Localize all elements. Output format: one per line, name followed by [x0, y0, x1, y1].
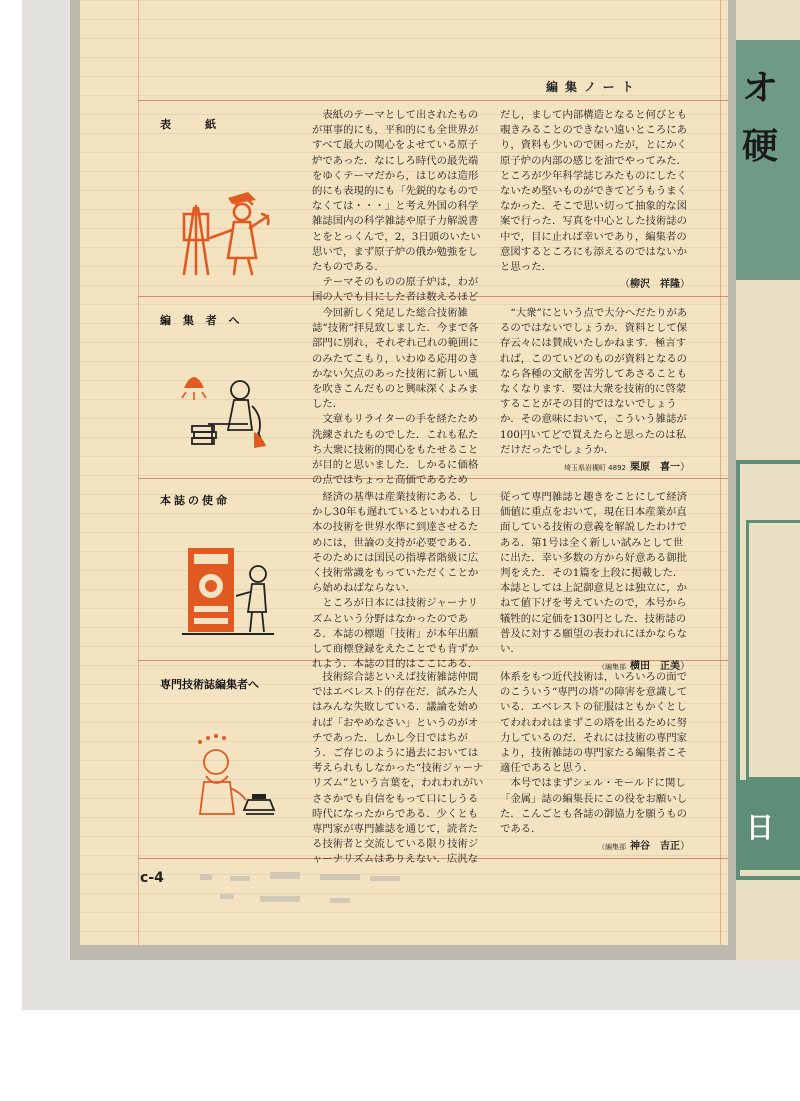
printing-press-icon [178, 540, 284, 640]
next-page-strip [736, 0, 800, 960]
paragraph: ところが日本には技術ジャーナリズムという分野はなかったのである．本誌の標題「技術」が本年出願して商標登録をえたことでも肯ずかれよう．本誌の目的はここにある． [312, 597, 479, 671]
paragraph: だし，まして内部構造となると何びとも覗きみることのできない遠いところにあり，資料も少いので困ったが，とにかく原子炉の内部の感じを油でやってみた．ところが少年科学誌じみたものにしたくないため堅いものができてどうもうまくなかった．そこで思い切って抽象的な図案で行った．写真を中心とした技術誌の中で，目に止れば幸いであり，編集者の意図するところにも添えるのではないかと思った． [500, 109, 688, 274]
margin-rule [720, 0, 721, 945]
journal-page [80, 0, 728, 945]
paragraph: 技術綜合誌といえば技術雑誌仲間ではエベレスト的存在だ．試みた人はみんな失敗している．議論を始めれば「おやめなさい」というのがオチであった．しかし今日ではちがう．ご存じのように過去においては考えられもしなかった“技術ジャーナリズム”という言葉を，われわれがいささかでも自信をもって口にしうる時代になったからである．少くとも専門家が専門雑誌を通じて，読者たる技術者と交流している限り技術ジャーナリズムはありえない．広汎な [312, 671, 484, 866]
article-column [312, 670, 488, 868]
paragraph: 従って専門雑誌と趣きをことにして経済価値に重点をおいて，現在日本産業が直面している技術の意義を解説したわけである．第1号は全く新しい試みとして世に出た．幸い多数の方から好意ある御批判をえた．その1篇を上段に掲載した．本誌としては上記御意見とは独立に，かねて値下げを考えていたので，本号から犠牲的に定価を130円とした．技術誌の普及に対する願望の表われにほかならない． [500, 491, 688, 656]
signature: （編集部 横田 正美） [598, 661, 690, 673]
signature: 埼玉県岩槻町 4892 栗原 喜一） [563, 462, 690, 474]
paragraph: 体系をもつ近代技術は，いろいろの面でのこういう“専門の塔”の障害を意識している．エベレストの征服はともかくとしてわれわれはまずこの塔を出るために努力しているのだ．それには技術の専門家より，技術雑誌の専門家たる編集者こそ適任であると思う． [500, 671, 688, 775]
article-column [312, 306, 488, 488]
next-page-char: 硬 [742, 126, 779, 167]
reader-at-desk-icon [178, 366, 282, 452]
signature: （編集部 神谷 吉正） [598, 841, 690, 853]
paragraph: 文章もリライターの手を経たため洗練されたものでした．これも私たち大衆に技術的関心をもたせることが目的と思いました．しかるに価格の点ではちょっと高価であるため [312, 413, 479, 487]
author-name: 柳沢 祥隆 [630, 279, 680, 291]
signature: （柳沢 祥隆） [620, 279, 690, 291]
author-name: 横田 正美 [630, 661, 680, 673]
paragraph: 本号ではまずシェル・モールドに関し「金属」誌の編集長にこの役をお願いした．こんごとも各誌の御協力を願うものである． [500, 777, 688, 836]
article-column [500, 670, 690, 855]
next-page-frame-inner [746, 520, 800, 780]
paragraph: “大衆”にという点で大分へだたりがあるのではないでしょうか．資料として保存云々には賛成いたしかねます．極言すれば，このていどのものが資料となるのなら各種の文献を苦労してあさることもなくなります．要は大衆を技術的に啓蒙することがその目的ではないでしょうか．その意味において，こういう雑誌が100円いてどで買えたらと思ったのは私だけだったでしょうか． [500, 307, 688, 456]
ink-smudge [190, 868, 440, 918]
paragraph: 表紙のテーマとして出されたものが軍事的にも，平和的にも全世界がすべて最大の関心をよせている原子炉であった．なにしろ時代の最先端をゆくテーマだから，はじめは造形的にも表現的にも「先鋭的なものでなくては・・・」と考え外国の科学雑誌国内の科学雑誌や原子力解説書とをとっくんで，2，3日頭のいたい思いで，まず原子炉の俄か勉強をしたものである． [312, 109, 481, 274]
article-column [500, 306, 690, 476]
painter-illustration-icon [176, 178, 276, 278]
article-column [312, 108, 488, 306]
article-column [312, 490, 488, 672]
next-page-char: オ [742, 68, 779, 109]
paragraph: テーマそのものの原子炉は，わが国の人でも目にした者は数えるほど [312, 276, 479, 304]
section-title: 本誌の使命 [160, 494, 230, 507]
paragraph: 今回新しく発足した総合技術雑誌“技術”拝見致しました．今まで各部門に別れ，それぞれ己れの範囲にのみたてこもり，いわゆる応用のきかない欠点のあった技術に新しい風を吹きこんだものと興味深くよみました． [312, 307, 479, 411]
typist-illustration-icon [178, 730, 284, 822]
section-divider [138, 100, 728, 101]
section-title: 専門技術誌編集者へ [160, 678, 259, 691]
next-page-char: 日 [746, 811, 775, 844]
margin-rule [138, 0, 139, 945]
author-name: 神谷 吉正 [630, 841, 680, 853]
page-number: c-4 [140, 870, 164, 886]
page-title: 編集ノート [546, 80, 641, 94]
author-name: 栗原 喜一 [630, 462, 680, 474]
article-column [500, 490, 690, 675]
article-column [500, 108, 690, 292]
paragraph: 経済の基準は産業技術にある．しかし30年も遅れているといわれる日本の技術を世界水準に到達させるためには，世論の支持が必要である．そのためには国民の指導者階級に広く技術常識をもっていただくことから始めねばならない． [312, 491, 482, 595]
section-title: 表 紙 [160, 118, 220, 131]
section-title: 編 集 者 へ [160, 314, 244, 327]
